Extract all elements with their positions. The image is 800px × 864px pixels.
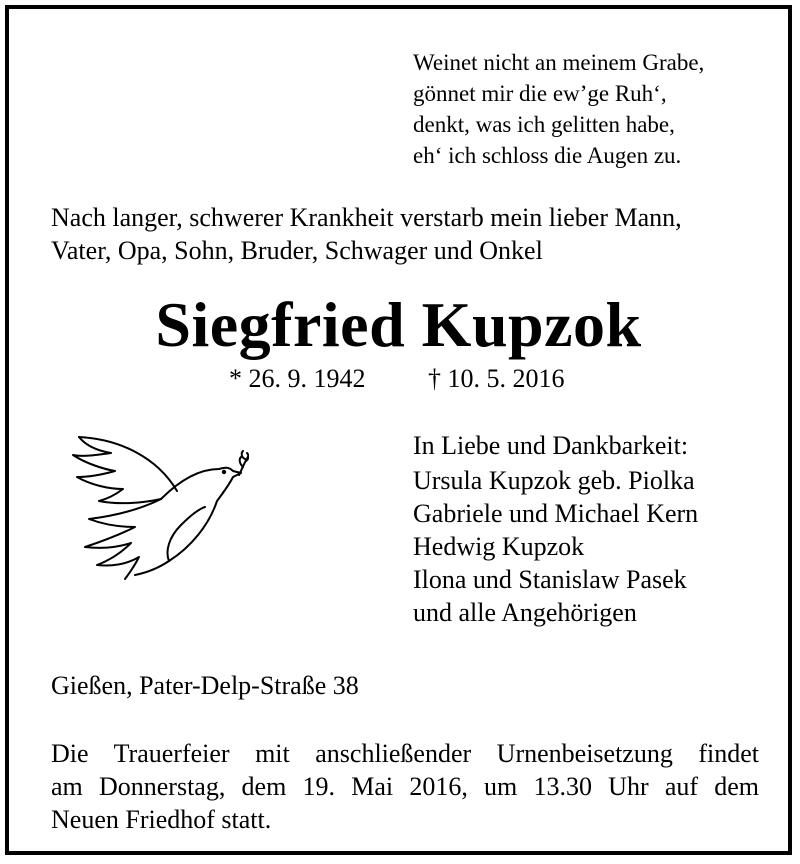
poem <box>413 47 704 171</box>
poem-line: eh‘ ich schloss die Augen zu. <box>413 143 682 168</box>
intro-line: Vater, Opa, Sohn, Bruder, Schwager und Onkel <box>51 236 543 265</box>
address: Gießen, Pater-Delp-Straße 38 <box>51 671 359 700</box>
family-member: und alle Angehörigen <box>413 598 637 627</box>
funeral-line: am Donnerstag, dem 19. Mai 2016, um 13.30 Uhr auf dem <box>51 772 759 801</box>
family-list <box>413 429 698 629</box>
birth-date: * 26. 9. 1942 <box>229 364 366 393</box>
funeral-info <box>51 737 759 836</box>
funeral-line: Die Trauerfeier mit anschließender Urnenbeisetzung findet <box>51 739 759 768</box>
family-member: Gabriele und Michael Kern <box>413 499 699 528</box>
obituary-notice <box>5 5 792 855</box>
family-member: Hedwig Kupzok <box>413 532 585 561</box>
family-lead: In Liebe und Dankbarkeit: <box>413 431 689 460</box>
intro-text <box>51 201 682 267</box>
funeral-line: Neuen Friedhof statt. <box>51 805 272 834</box>
intro-line: Nach langer, schwerer Krankheit verstarb mein lieber Mann, <box>51 203 682 232</box>
dove-with-olive-branch-icon <box>59 429 249 589</box>
poem-line: gönnet mir die ew’ge Ruh‘, <box>413 81 667 106</box>
poem-line: Weinet nicht an meinem Grabe, <box>413 50 705 75</box>
poem-line: denkt, was ich gelitten habe, <box>413 112 675 137</box>
family-member: Ilona und Stanislaw Pasek <box>413 565 687 594</box>
family-member: Ursula Kupzok geb. Piolka <box>413 466 695 495</box>
deceased-name: Siegfried Kupzok <box>155 289 642 360</box>
death-date: † 10. 5. 2016 <box>428 364 565 393</box>
